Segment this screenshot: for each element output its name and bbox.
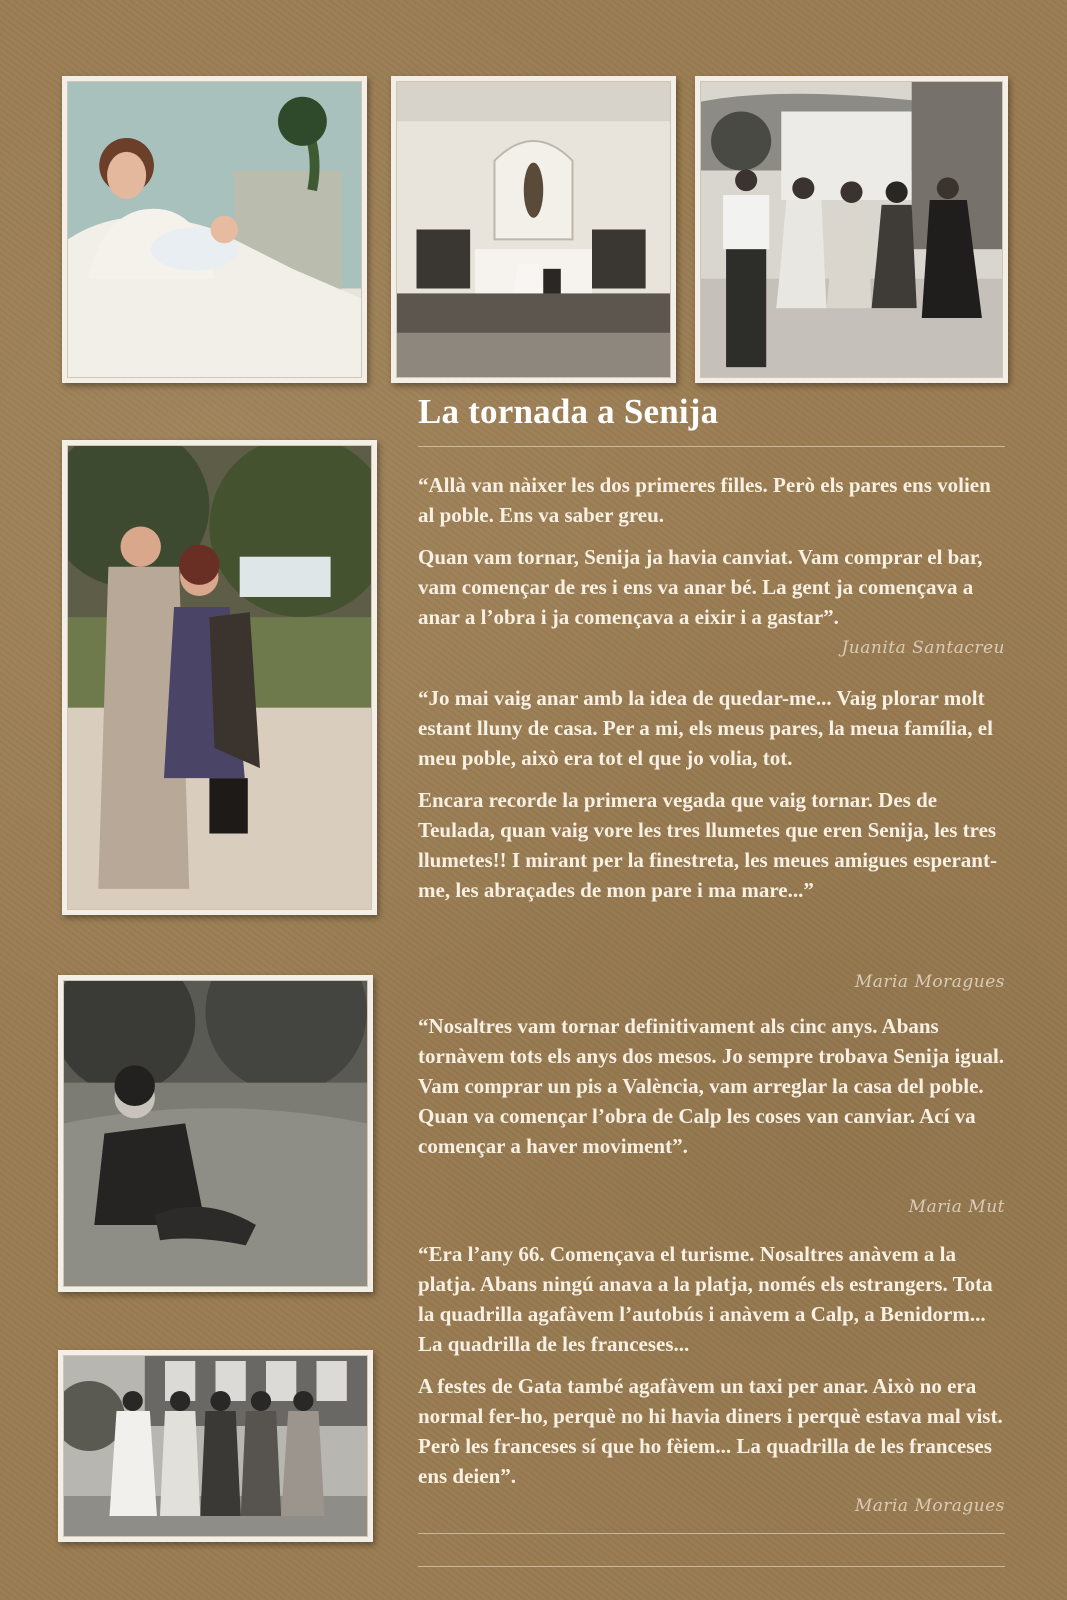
friends-walking-street-photo [701,82,1002,377]
quote-1-author: Juanita Santacreu [841,638,1005,658]
quote-1-paragraph-2: Quan vam tornar, Senija ja havia canviat. Vam comprar el bar, vam començar de res i ens va anar bé. La gent ja començava a anar a l’obra i ja començava a eixir i a gastar”. [418,545,983,629]
church-wedding-photo [397,82,670,377]
quote-3 [418,1011,1008,1173]
quote-3-author: Maria Mut [908,1197,1005,1217]
quote-2-paragraph-2: Encara recorde la primera vegada que vaig tornar. Des de Teulada, quan vaig vore les tres llumetes que eren Senija, les tres llumetes!! I mirant per la finestreta, les meues amigues esperant-me, les abraçades de mon pare i ma mare...” [418,788,997,902]
group-of-women-photo [64,1356,367,1536]
quote-1 [418,470,1008,644]
woman-in-grass-photo [64,981,367,1286]
quote-2-paragraph-1: “Jo mai vaig anar amb la idea de quedar-me... Vaig plorar molt estant lluny de casa. Per a mi, els meus pares, la meua família, el meu poble, això era tot el que jo volia, tot. [418,686,993,770]
quote-4 [418,1239,1008,1503]
quote-1-paragraph-1: “Allà van nàixer les dos primeres filles. Però els pares ens volien al poble. Ens va saber greu. [418,473,991,527]
page-title: La tornada a Senija [418,392,719,431]
footer-divider-1 [418,1533,1005,1534]
photo-frame-6 [58,1350,373,1542]
quote-2-author: Maria Moragues [854,972,1005,992]
footer-divider-2 [418,1566,1005,1567]
photo-frame-4 [62,440,377,915]
quote-4-author: Maria Moragues [854,1496,1005,1516]
quote-3-paragraph-1: “Nosaltres vam tornar definitivament als cinc anys. Abans tornàvem tots els anys dos mesos. Jo sempre trobava Senija igual. Vam comprar un pis a València, vam arreglar la casa del poble. Quan va començar l’obra de Calp les coses van canviar. Ací va començar a haver moviment”. [418,1014,1005,1158]
quote-4-paragraph-1: “Era l’any 66. Començava el turisme. Nosaltres anàvem a la platja. Abans ningú anava a la platja, només els estrangers. Tota la quadrilla agafàvem l’autobús i anàvem a Calp, a Benidorm... La quadrilla de les franceses... [418,1242,993,1356]
mother-with-newborn-photo [68,82,361,377]
photo-frame-1 [62,76,367,383]
quote-2 [418,683,1008,917]
couple-in-park-photo [68,446,371,909]
photo-frame-3 [695,76,1008,383]
quote-4-paragraph-2: A festes de Gata també agafàvem un taxi per anar. Això no era normal fer-ho, perquè no hi havia diners i perquè estava mal vist. Però les franceses sí que ho fèiem... La quadrilla de les franceses ens deien”. [418,1374,1003,1488]
photo-frame-2 [391,76,676,383]
title-divider [418,446,1005,447]
photo-frame-5 [58,975,373,1292]
